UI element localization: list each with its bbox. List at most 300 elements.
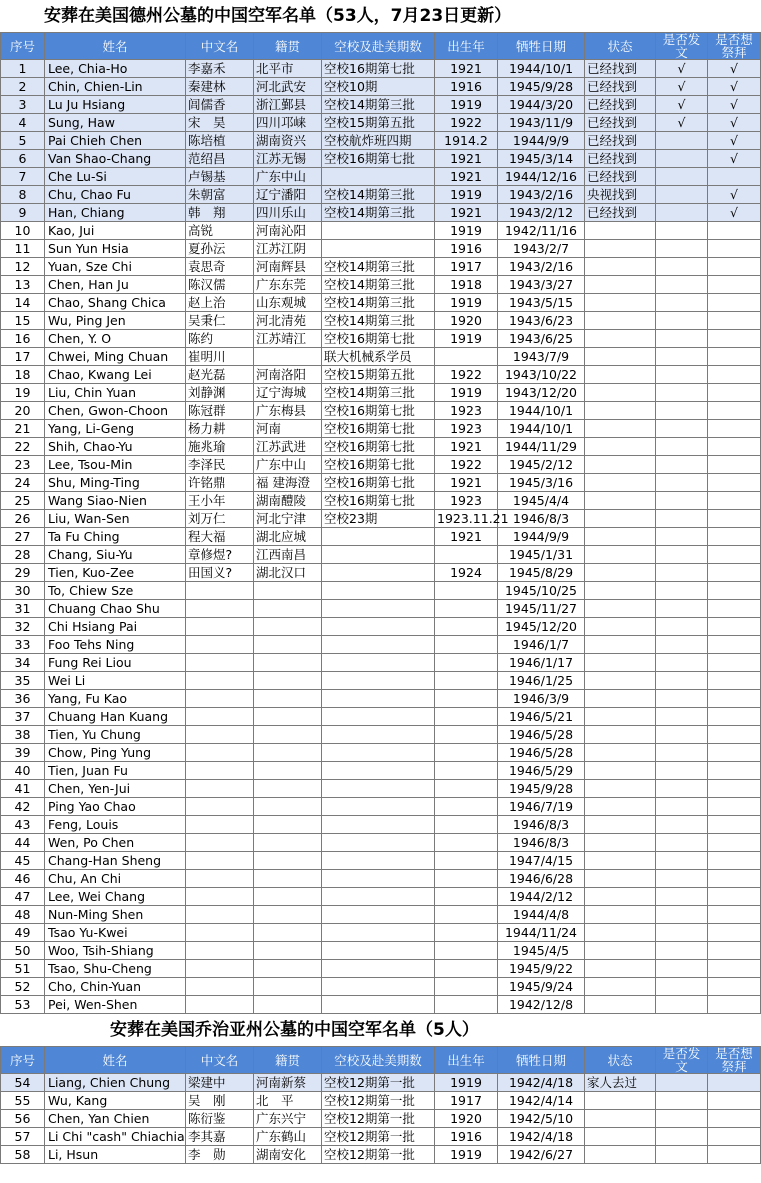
hometown-cell [254, 816, 322, 834]
status-cell: 已经找到 [585, 60, 656, 78]
memorial-cell [708, 366, 761, 384]
hometown-cell: 江苏江阴 [254, 240, 322, 258]
table-row [1, 888, 761, 906]
school-batch-cell [322, 960, 435, 978]
birth-year-cell: 1917 [435, 258, 498, 276]
memorial-cell [708, 492, 761, 510]
english-name-cell: Nun-Ming Shen [45, 906, 186, 924]
school-batch-cell: 空校16期第七批 [322, 492, 435, 510]
memorial-cell [708, 240, 761, 258]
hometown-cell [254, 348, 322, 366]
memorial-cell [708, 312, 761, 330]
school-batch-cell [322, 942, 435, 960]
school-batch-cell: 空校12期第一批 [322, 1074, 435, 1092]
status-cell: 已经找到 [585, 96, 656, 114]
death-date-cell: 1943/2/12 [498, 204, 585, 222]
memorial-cell [708, 420, 761, 438]
status-cell [585, 870, 656, 888]
birth-year-cell: 1921 [435, 168, 498, 186]
published-cell [656, 510, 708, 528]
memorial-cell [708, 1074, 761, 1092]
hometown-cell: 河南沁阳 [254, 222, 322, 240]
birth-year-cell [435, 348, 498, 366]
published-cell [656, 618, 708, 636]
death-date-cell: 1946/3/9 [498, 690, 585, 708]
table-row [1, 96, 761, 114]
index-cell: 49 [1, 924, 45, 942]
death-date-cell: 1946/1/7 [498, 636, 585, 654]
published-cell [656, 438, 708, 456]
table-row [1, 1128, 761, 1146]
table-row [1, 924, 761, 942]
memorial-cell: √ [708, 204, 761, 222]
published-cell [656, 582, 708, 600]
school-batch-cell: 联大机械系学员 [322, 348, 435, 366]
english-name-cell: Chuang Chao Shu [45, 600, 186, 618]
status-cell [585, 492, 656, 510]
school-batch-cell [322, 672, 435, 690]
death-date-cell: 1946/6/28 [498, 870, 585, 888]
table-row [1, 780, 761, 798]
index-cell: 18 [1, 366, 45, 384]
memorial-cell: √ [708, 96, 761, 114]
chinese-name-cell: 赵上治 [186, 294, 254, 312]
memorial-cell [708, 582, 761, 600]
school-batch-cell: 空校16期第七批 [322, 150, 435, 168]
english-name-cell: Woo, Tsih-Shiang [45, 942, 186, 960]
status-cell: 已经找到 [585, 78, 656, 96]
published-cell [656, 834, 708, 852]
english-name-cell: Tsao, Shu-Cheng [45, 960, 186, 978]
english-name-cell: Tien, Yu Chung [45, 726, 186, 744]
index-cell: 38 [1, 726, 45, 744]
published-cell [656, 996, 708, 1014]
status-cell [585, 762, 656, 780]
memorial-cell [708, 762, 761, 780]
hometown-cell [254, 888, 322, 906]
index-cell: 31 [1, 600, 45, 618]
english-name-cell: Chao, Kwang Lei [45, 366, 186, 384]
published-cell [656, 330, 708, 348]
index-cell: 5 [1, 132, 45, 150]
death-date-cell: 1943/5/15 [498, 294, 585, 312]
chinese-name-cell: 闾儒香 [186, 96, 254, 114]
chinese-name-cell [186, 816, 254, 834]
index-cell: 15 [1, 312, 45, 330]
published-cell [656, 798, 708, 816]
birth-year-cell: 1919 [435, 384, 498, 402]
index-cell: 32 [1, 618, 45, 636]
index-cell: 17 [1, 348, 45, 366]
english-name-cell: Fung Rei Liou [45, 654, 186, 672]
english-name-cell: Chen, Yen-Jui [45, 780, 186, 798]
hometown-cell [254, 960, 322, 978]
birth-year-cell [435, 726, 498, 744]
table-row [1, 582, 761, 600]
header-status: 状态 [585, 33, 656, 60]
birth-year-cell: 1919 [435, 330, 498, 348]
memorial-cell [708, 438, 761, 456]
birth-year-cell [435, 690, 498, 708]
table-row [1, 834, 761, 852]
table-row [1, 78, 761, 96]
published-cell [656, 312, 708, 330]
school-batch-cell [322, 762, 435, 780]
table-row [1, 114, 761, 132]
index-cell: 55 [1, 1092, 45, 1110]
school-batch-cell: 空校12期第一批 [322, 1092, 435, 1110]
birth-year-cell: 1919 [435, 222, 498, 240]
english-name-cell: Feng, Louis [45, 816, 186, 834]
memorial-cell [708, 294, 761, 312]
status-cell [585, 618, 656, 636]
hometown-cell [254, 852, 322, 870]
death-date-cell: 1945/4/4 [498, 492, 585, 510]
death-date-cell: 1944/3/20 [498, 96, 585, 114]
published-cell [656, 870, 708, 888]
status-cell [585, 420, 656, 438]
birth-year-cell [435, 618, 498, 636]
school-batch-cell [322, 618, 435, 636]
memorial-cell [708, 276, 761, 294]
status-cell: 已经找到 [585, 150, 656, 168]
hometown-cell: 湖北应城 [254, 528, 322, 546]
english-name-cell: Wei Li [45, 672, 186, 690]
chinese-name-cell: 夏孙沄 [186, 240, 254, 258]
death-date-cell: 1946/1/25 [498, 672, 585, 690]
index-cell: 35 [1, 672, 45, 690]
index-cell: 26 [1, 510, 45, 528]
chinese-name-cell [186, 690, 254, 708]
birth-year-cell: 1918 [435, 276, 498, 294]
death-date-cell: 1944/2/12 [498, 888, 585, 906]
chinese-name-cell: 朱朝富 [186, 186, 254, 204]
published-cell [656, 528, 708, 546]
hometown-cell: 辽宁海城 [254, 384, 322, 402]
school-batch-cell: 空校16期第七批 [322, 330, 435, 348]
published-cell: √ [656, 96, 708, 114]
death-date-cell: 1946/8/3 [498, 816, 585, 834]
header-published: 是否发文 [656, 1047, 708, 1074]
memorial-cell [708, 942, 761, 960]
school-batch-cell [322, 636, 435, 654]
table-row [1, 474, 761, 492]
chinese-name-cell [186, 960, 254, 978]
chinese-name-cell: 施兆瑜 [186, 438, 254, 456]
published-cell [656, 1074, 708, 1092]
published-cell [656, 1092, 708, 1110]
school-batch-cell: 空校16期第七批 [322, 420, 435, 438]
memorial-cell [708, 870, 761, 888]
school-batch-cell [322, 708, 435, 726]
memorial-cell [708, 528, 761, 546]
table-row [1, 618, 761, 636]
index-cell: 9 [1, 204, 45, 222]
index-cell: 28 [1, 546, 45, 564]
birth-year-cell [435, 888, 498, 906]
chinese-name-cell [186, 636, 254, 654]
hometown-cell [254, 906, 322, 924]
table-row [1, 186, 761, 204]
chinese-name-cell: 章修煜? [186, 546, 254, 564]
english-name-cell: Liu, Chin Yuan [45, 384, 186, 402]
memorial-cell [708, 744, 761, 762]
hometown-cell: 河南洛阳 [254, 366, 322, 384]
school-batch-cell [322, 798, 435, 816]
status-cell [585, 402, 656, 420]
death-date-cell: 1944/4/8 [498, 906, 585, 924]
school-batch-cell [322, 906, 435, 924]
birth-year-cell: 1920 [435, 312, 498, 330]
table-row [1, 870, 761, 888]
english-name-cell: Tien, Kuo-Zee [45, 564, 186, 582]
death-date-cell: 1945/4/5 [498, 942, 585, 960]
hometown-cell [254, 744, 322, 762]
memorial-cell [708, 348, 761, 366]
memorial-cell [708, 384, 761, 402]
status-cell [585, 510, 656, 528]
school-batch-cell [322, 546, 435, 564]
memorial-cell [708, 924, 761, 942]
hometown-cell: 北平市 [254, 60, 322, 78]
chinese-name-cell: 梁建中 [186, 1074, 254, 1092]
status-cell [585, 1128, 656, 1146]
school-batch-cell [322, 996, 435, 1014]
header-memorial: 是否想祭拜 [708, 33, 761, 60]
table-row [1, 744, 761, 762]
birth-year-cell [435, 654, 498, 672]
table-header-row [1, 1047, 761, 1074]
index-cell: 30 [1, 582, 45, 600]
table-row [1, 240, 761, 258]
header-birth-year: 出生年 [435, 33, 498, 60]
published-cell [656, 420, 708, 438]
english-name-cell: Tien, Juan Fu [45, 762, 186, 780]
death-date-cell: 1942/5/10 [498, 1110, 585, 1128]
published-cell [656, 276, 708, 294]
birth-year-cell: 1919 [435, 294, 498, 312]
table-row [1, 906, 761, 924]
index-cell: 24 [1, 474, 45, 492]
english-name-cell: Liu, Wan-Sen [45, 510, 186, 528]
birth-year-cell: 1921 [435, 204, 498, 222]
death-date-cell: 1943/2/7 [498, 240, 585, 258]
school-batch-cell [322, 888, 435, 906]
memorial-cell [708, 780, 761, 798]
header-published: 是否发文 [656, 33, 708, 60]
memorial-cell [708, 726, 761, 744]
birth-year-cell [435, 708, 498, 726]
memorial-cell [708, 222, 761, 240]
english-name-cell: Chuang Han Kuang [45, 708, 186, 726]
memorial-cell [708, 1128, 761, 1146]
table-row [1, 654, 761, 672]
school-batch-cell [322, 852, 435, 870]
school-batch-cell [322, 726, 435, 744]
birth-year-cell [435, 834, 498, 852]
birth-year-cell: 1921 [435, 474, 498, 492]
death-date-cell: 1944/11/24 [498, 924, 585, 942]
hometown-cell: 四川邛崃 [254, 114, 322, 132]
chinese-name-cell: 陈衍鉴 [186, 1110, 254, 1128]
death-date-cell: 1944/10/1 [498, 60, 585, 78]
chinese-name-cell [186, 852, 254, 870]
published-cell [656, 492, 708, 510]
memorial-cell [708, 258, 761, 276]
birth-year-cell: 1916 [435, 240, 498, 258]
index-cell: 29 [1, 564, 45, 582]
status-cell [585, 654, 656, 672]
chinese-name-cell [186, 906, 254, 924]
english-name-cell: Sun Yun Hsia [45, 240, 186, 258]
english-name-cell: Chow, Ping Yung [45, 744, 186, 762]
english-name-cell: Chwei, Ming Chuan [45, 348, 186, 366]
table-row [1, 1146, 761, 1164]
school-batch-cell: 空校14期第三批 [322, 384, 435, 402]
index-cell: 46 [1, 870, 45, 888]
table-row [1, 1092, 761, 1110]
index-cell: 36 [1, 690, 45, 708]
status-cell [585, 924, 656, 942]
chinese-name-cell: 李其嘉 [186, 1128, 254, 1146]
published-cell [656, 708, 708, 726]
memorial-cell [708, 888, 761, 906]
hometown-cell [254, 942, 322, 960]
birth-year-cell [435, 996, 498, 1014]
index-cell: 50 [1, 942, 45, 960]
hometown-cell: 江苏无锡 [254, 150, 322, 168]
school-batch-cell: 空校15期第五批 [322, 114, 435, 132]
header-death-date: 牺牲日期 [498, 33, 585, 60]
table-row [1, 600, 761, 618]
school-batch-cell: 空校12期第一批 [322, 1128, 435, 1146]
hometown-cell: 河南辉县 [254, 258, 322, 276]
birth-year-cell [435, 942, 498, 960]
table-row [1, 690, 761, 708]
birth-year-cell [435, 744, 498, 762]
table-row [1, 762, 761, 780]
english-name-cell: Wen, Po Chen [45, 834, 186, 852]
death-date-cell: 1946/5/28 [498, 744, 585, 762]
table-row [1, 852, 761, 870]
birth-year-cell [435, 798, 498, 816]
english-name-cell: Shu, Ming-Ting [45, 474, 186, 492]
chinese-name-cell [186, 924, 254, 942]
birth-year-cell: 1923.11.21 [435, 510, 498, 528]
birth-year-cell: 1920 [435, 1110, 498, 1128]
english-name-cell: Kao, Jui [45, 222, 186, 240]
index-cell: 2 [1, 78, 45, 96]
english-name-cell: Wu, Ping Jen [45, 312, 186, 330]
english-name-cell: Liang, Chien Chung [45, 1074, 186, 1092]
table-row [1, 60, 761, 78]
published-cell [656, 816, 708, 834]
english-name-cell: Cho, Chin-Yuan [45, 978, 186, 996]
hometown-cell: 河北清苑 [254, 312, 322, 330]
memorial-cell [708, 546, 761, 564]
chinese-name-cell: 陈汉儒 [186, 276, 254, 294]
chinese-name-cell: 陈冠群 [186, 402, 254, 420]
hometown-cell [254, 582, 322, 600]
chinese-name-cell: 刘静渊 [186, 384, 254, 402]
index-cell: 42 [1, 798, 45, 816]
published-cell [656, 780, 708, 798]
chinese-name-cell: 吴秉仁 [186, 312, 254, 330]
english-name-cell: Chao, Shang Chica [45, 294, 186, 312]
status-cell [585, 276, 656, 294]
memorial-cell [708, 456, 761, 474]
published-cell [656, 672, 708, 690]
hometown-cell: 湖南资兴 [254, 132, 322, 150]
status-cell [585, 744, 656, 762]
death-date-cell: 1945/9/22 [498, 960, 585, 978]
table-row [1, 726, 761, 744]
chinese-name-cell [186, 834, 254, 852]
birth-year-cell: 1921 [435, 150, 498, 168]
english-name-cell: Chu, Chao Fu [45, 186, 186, 204]
page-title: 安葬在美国德州公墓的中国空军名单（53人，7月23日更新） [44, 6, 512, 26]
header-english-name: 姓名 [45, 1047, 186, 1074]
published-cell [656, 348, 708, 366]
hometown-cell [254, 726, 322, 744]
birth-year-cell: 1921 [435, 60, 498, 78]
english-name-cell: Li Chi "cash" Chiachia [45, 1128, 186, 1146]
death-date-cell: 1942/4/18 [498, 1128, 585, 1146]
header-school-batch: 空校及赴美期数 [322, 33, 435, 60]
index-cell: 44 [1, 834, 45, 852]
index-cell: 45 [1, 852, 45, 870]
status-cell [585, 888, 656, 906]
status-cell: 已经找到 [585, 168, 656, 186]
table-row [1, 1074, 761, 1092]
table-row [1, 204, 761, 222]
hometown-cell [254, 600, 322, 618]
memorial-cell: √ [708, 186, 761, 204]
hometown-cell: 河南 [254, 420, 322, 438]
index-cell: 25 [1, 492, 45, 510]
chinese-name-cell: 范绍昌 [186, 150, 254, 168]
birth-year-cell [435, 546, 498, 564]
death-date-cell: 1945/8/29 [498, 564, 585, 582]
published-cell: √ [656, 114, 708, 132]
status-cell [585, 528, 656, 546]
chinese-name-cell [186, 978, 254, 996]
hometown-cell: 北 平 [254, 1092, 322, 1110]
english-name-cell: Chen, Gwon-Choon [45, 402, 186, 420]
birth-year-cell [435, 870, 498, 888]
index-cell: 40 [1, 762, 45, 780]
header-index: 序号 [1, 33, 45, 60]
chinese-name-cell [186, 582, 254, 600]
status-cell [585, 240, 656, 258]
hometown-cell [254, 924, 322, 942]
index-cell: 56 [1, 1110, 45, 1128]
status-cell [585, 564, 656, 582]
chinese-name-cell [186, 870, 254, 888]
published-cell [656, 546, 708, 564]
english-name-cell: Pei, Wen-Shen [45, 996, 186, 1014]
status-cell [585, 1110, 656, 1128]
table-row [1, 276, 761, 294]
chinese-name-cell: 李泽民 [186, 456, 254, 474]
published-cell [656, 978, 708, 996]
hometown-cell: 湖南醴陵 [254, 492, 322, 510]
status-cell [585, 960, 656, 978]
school-batch-cell: 空校14期第三批 [322, 276, 435, 294]
hometown-cell: 山东观城 [254, 294, 322, 312]
index-cell: 53 [1, 996, 45, 1014]
birth-year-cell: 1921 [435, 438, 498, 456]
